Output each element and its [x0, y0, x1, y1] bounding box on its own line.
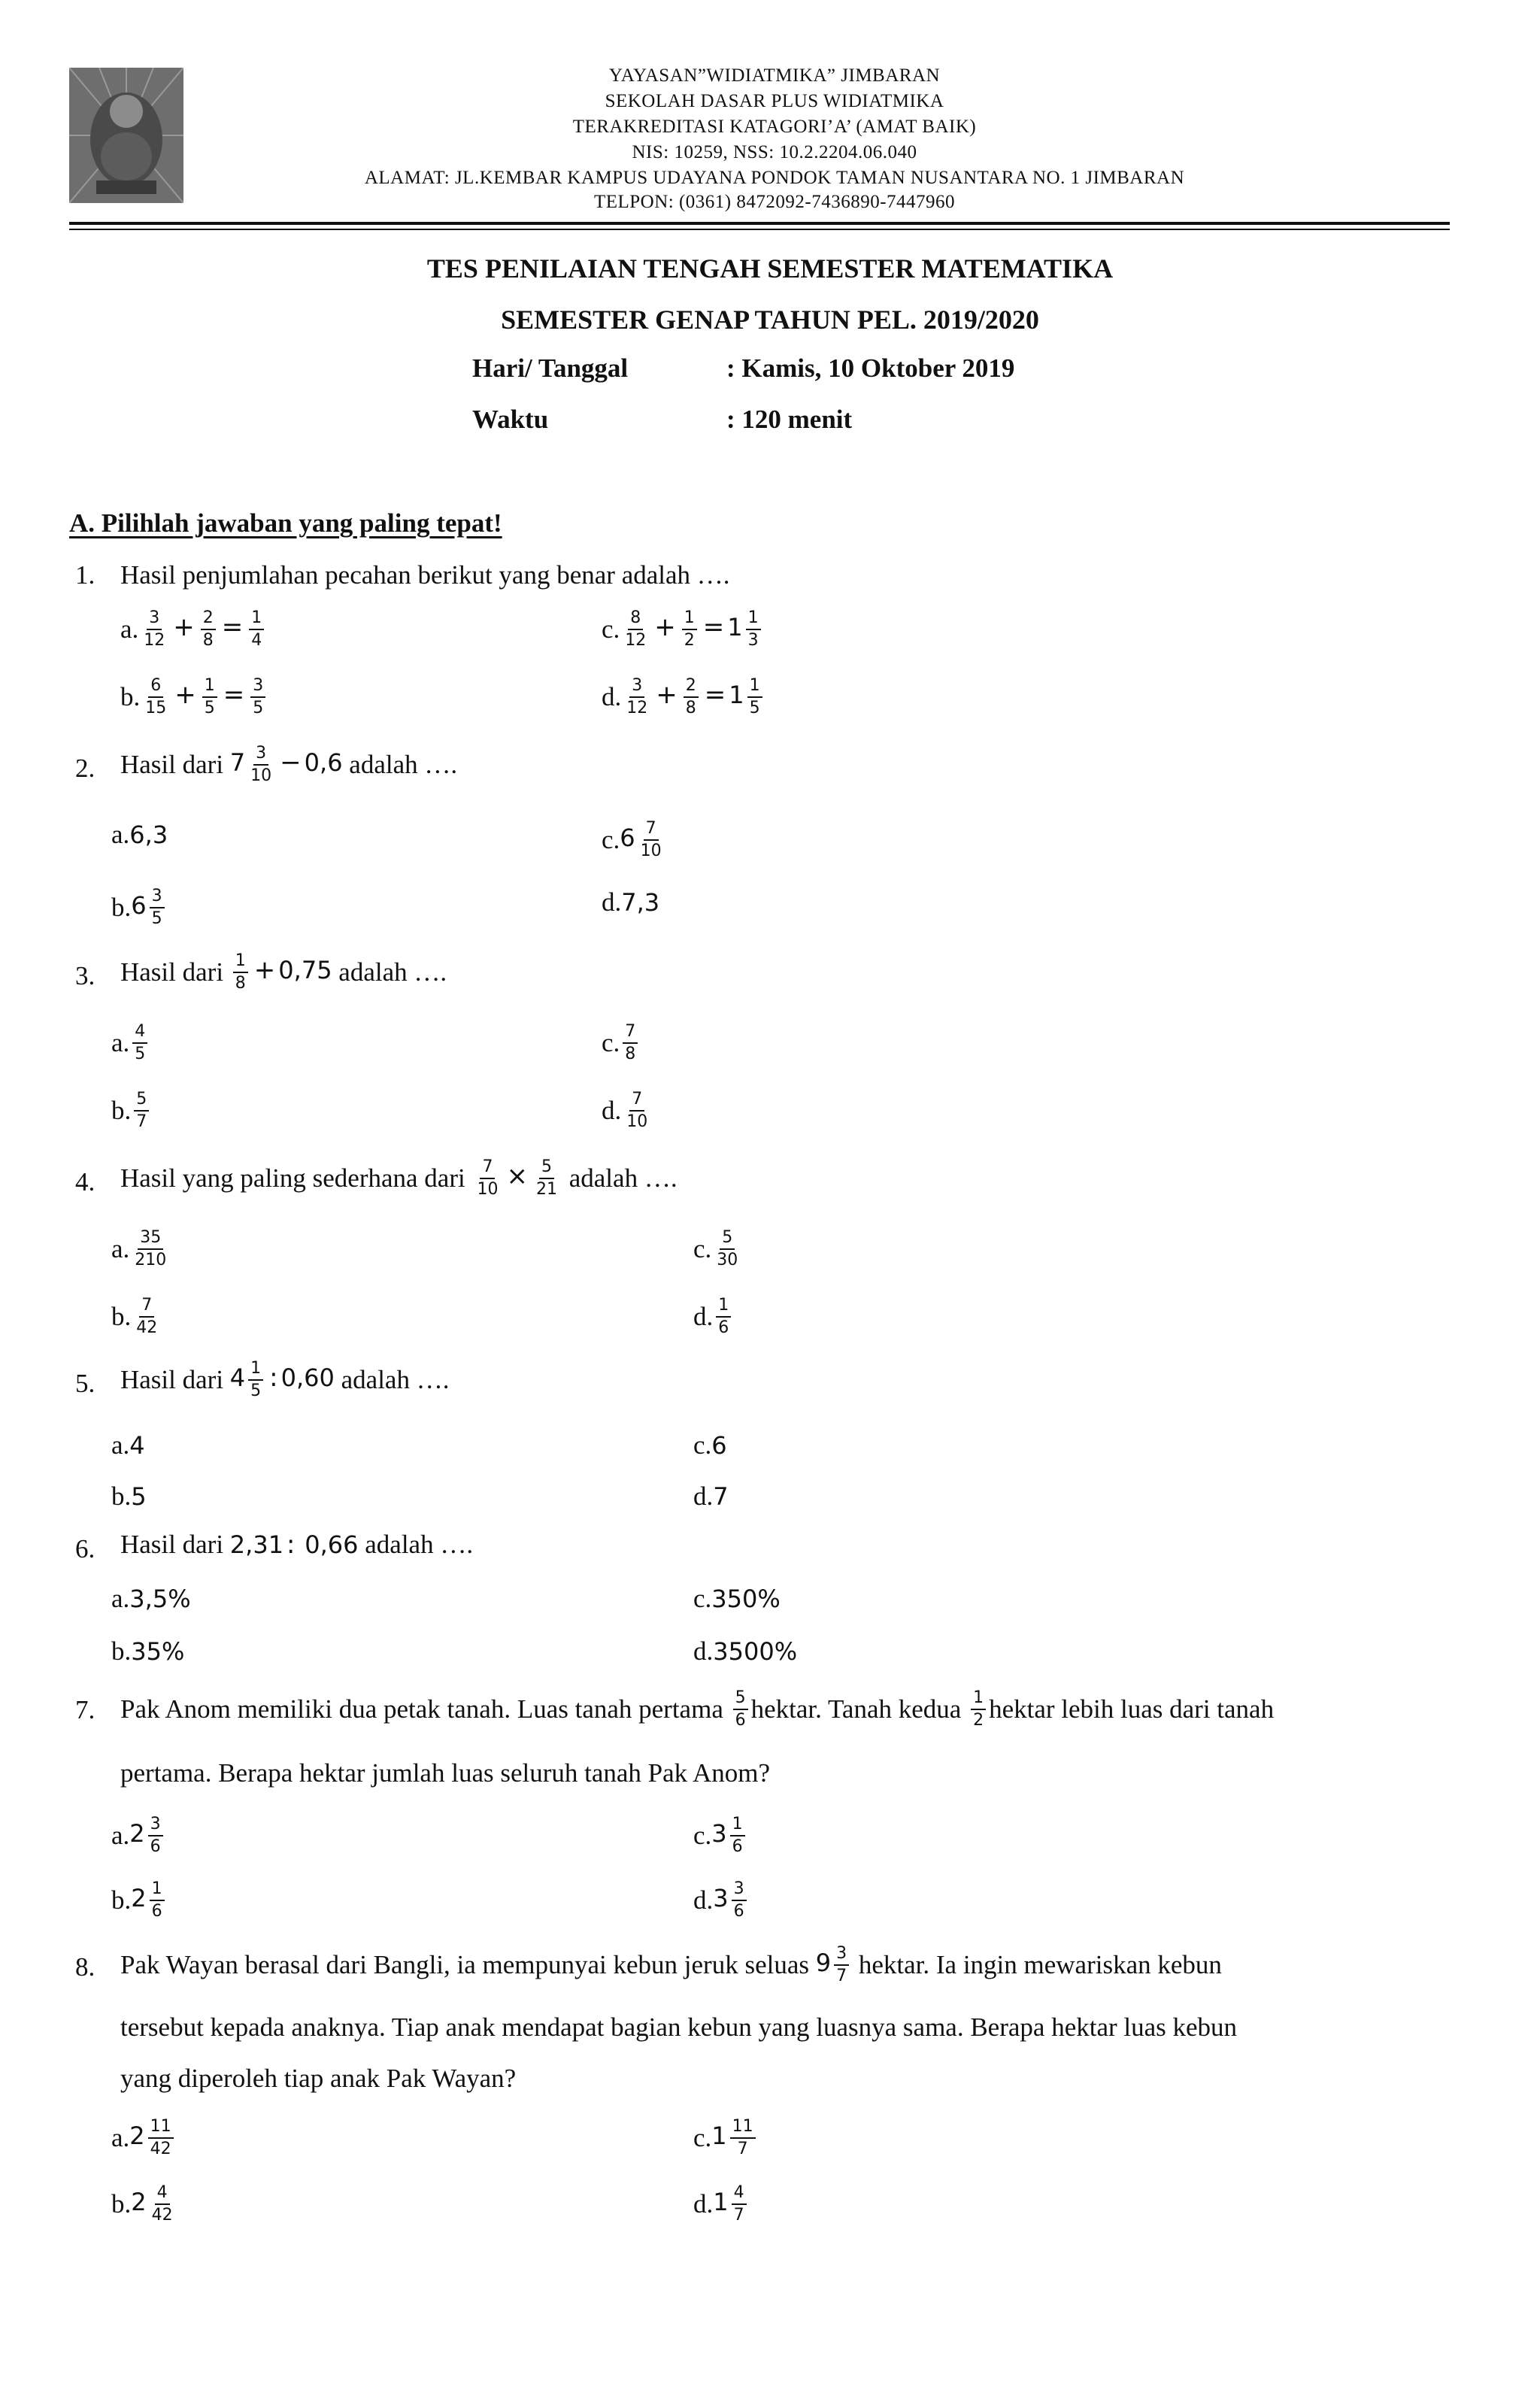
math-number: 7,3: [621, 888, 660, 917]
question-expression: [730, 1689, 751, 1730]
option-expression: [131, 1482, 146, 1512]
fraction: $\frac{3}{6}$: [148, 1815, 163, 1856]
option-expression: [129, 2118, 176, 2158]
math-number: 6,3: [129, 820, 168, 849]
fraction: $\frac{5}{21}$: [535, 1157, 557, 1199]
math-number: 3,5: [129, 1585, 168, 1613]
math-operator: =: [221, 612, 244, 643]
option-label: d.: [693, 1885, 714, 1915]
fraction: $\frac{1}{4}$: [249, 609, 264, 650]
option-label: d.: [693, 1636, 714, 1666]
math-number: 35%: [131, 1637, 185, 1666]
question-text-part: Hasil dari: [120, 957, 224, 987]
day-value: : Kamis, 10 Oktober 2019: [726, 353, 1015, 383]
option-expression: [131, 1297, 162, 1337]
option-expression: [621, 677, 765, 717]
question-text: [120, 952, 447, 993]
fraction: $\frac{7}{10}$: [626, 1090, 648, 1131]
math-number: 1: [727, 613, 743, 642]
option-expression: [711, 1229, 743, 1269]
fraction: $\frac{1}{6}$: [730, 1815, 745, 1856]
exam-title: TES PENILAIAN TENGAH SEMESTER MATEMATIKA: [426, 253, 1114, 284]
option-4b[interactable]: [111, 1297, 162, 1337]
math-operator: :: [269, 1363, 278, 1394]
option-label: b.: [111, 2189, 132, 2219]
question-expression: [230, 745, 343, 785]
question-number: 8.: [75, 1952, 95, 1982]
option-7c[interactable]: [693, 1815, 748, 1856]
math-number: %: [168, 1585, 191, 1613]
option-label: b.: [111, 893, 132, 922]
option-5c[interactable]: [693, 1430, 727, 1460]
fraction: $\frac{3}{7}$: [834, 1945, 849, 1985]
option-label: b.: [111, 1096, 132, 1125]
question-text-part: adalah ….: [341, 1365, 450, 1394]
math-number: 3: [711, 1819, 727, 1849]
question-text-part: Hasil yang paling sederhana dari: [120, 1163, 465, 1193]
option-6c[interactable]: [693, 1584, 781, 1614]
fraction: $\frac{1}{5}$: [747, 677, 762, 717]
math-number: %: [757, 1585, 781, 1613]
math-number: 1: [713, 2188, 729, 2217]
option-label: a.: [111, 1430, 130, 1460]
option-expression: [621, 1090, 653, 1131]
question-expression: [471, 1158, 562, 1199]
question-text-line1: [120, 1945, 1222, 1985]
option-expression: [620, 820, 666, 860]
option-label: b.: [111, 1636, 132, 1666]
fraction: $\frac{8}{12}$: [625, 608, 647, 650]
option-8c[interactable]: [693, 2118, 759, 2158]
math-number: 3: [713, 1884, 729, 1913]
option-label: c.: [693, 1430, 712, 1460]
option-expression: [711, 1815, 747, 1856]
option-expression: [711, 1430, 726, 1460]
question-text-line2: pertama. Berapa hektar jumlah luas seluruh tanah Pak Anom?: [120, 1758, 771, 1788]
math-operator: =: [702, 612, 725, 643]
option-expression: [621, 887, 659, 917]
accreditation: TERAKREDITASI KATAGORI’A’ (AMAT BAIK): [572, 117, 977, 137]
option-label: b.: [111, 1885, 132, 1915]
option-6a[interactable]: [111, 1584, 191, 1614]
math-operator: −: [280, 748, 302, 778]
math-operator: =: [223, 680, 245, 711]
option-expression: [131, 2184, 177, 2225]
section-a-instruction: A. Pilihlah jawaban yang paling tepat!: [69, 508, 502, 538]
school-name: SEKOLAH DASAR PLUS WIDIATMIKA: [605, 91, 944, 111]
fraction: $\frac{2}{8}$: [684, 677, 699, 717]
math-number: 2: [131, 1884, 147, 1913]
option-2d[interactable]: [602, 887, 659, 917]
option-expression: [620, 1023, 641, 1063]
question-expression: [816, 1945, 852, 1985]
option-expression: [129, 820, 168, 850]
math-number: 6: [711, 1431, 727, 1460]
math-number: 1: [711, 2122, 727, 2151]
question-text-part: hektar lebih luas dari tanah: [989, 1694, 1275, 1724]
math-number: 7: [229, 748, 246, 778]
option-expression: [131, 1636, 184, 1667]
math-number: 2: [129, 2122, 145, 2151]
fraction: $\frac{5}{7}$: [134, 1090, 149, 1131]
option-expression: [711, 1584, 780, 1614]
question-expression: [230, 1360, 335, 1400]
option-expression: [713, 2184, 749, 2225]
option-2c[interactable]: [602, 820, 667, 860]
option-label: d.: [693, 1302, 714, 1331]
math-operator: +: [654, 612, 676, 643]
question-text-part: adalah ….: [568, 1163, 678, 1193]
fraction: $\frac{7}{42}$: [136, 1296, 158, 1337]
option-2a[interactable]: [111, 820, 168, 850]
fraction: $\frac{11}{42}$: [148, 2118, 174, 2158]
option-expression: [129, 1229, 171, 1269]
day-label: Hari/ Tanggal: [472, 353, 629, 383]
option-expression: [138, 609, 267, 650]
question-number: 4.: [75, 1167, 95, 1196]
question-text: Hasil penjumlahan pecahan berikut yang benar adalah ….: [120, 560, 730, 590]
question-expression: [968, 1689, 989, 1730]
school-logo: [69, 68, 183, 203]
fraction: $\frac{4}{42}$: [151, 2183, 173, 2225]
math-operator: +: [656, 680, 678, 711]
option-3b[interactable]: [111, 1090, 152, 1131]
option-expression: [131, 1090, 152, 1131]
question-text-part: Hasil dari: [120, 1530, 224, 1559]
option-label: d.: [693, 2189, 714, 2219]
option-label: d.: [602, 887, 622, 917]
option-label: c.: [693, 2123, 712, 2152]
option-7b[interactable]: [111, 1880, 168, 1921]
question-expression: [230, 952, 332, 993]
option-label: a.: [111, 1234, 130, 1263]
fraction: $\frac{4}{5}$: [132, 1023, 147, 1063]
option-expression: [140, 677, 268, 717]
question-text-part: adalah ….: [365, 1530, 474, 1559]
math-number: 7: [713, 1482, 729, 1511]
option-8b[interactable]: [111, 2184, 178, 2225]
fraction: $\frac{1}{3}$: [746, 609, 761, 650]
question-text-part: Pak Wayan berasal dari Bangli, ia mempunyai kebun jeruk seluas: [120, 1950, 809, 1979]
question-text-part: Hasil dari: [120, 1365, 224, 1394]
fraction: $\frac{5}{30}$: [717, 1228, 738, 1269]
option-label: c.: [693, 1584, 712, 1613]
option-label: a.: [111, 2123, 130, 2152]
math-number: 1: [729, 681, 744, 710]
math-number: 0,60: [280, 1363, 335, 1393]
question-text: [120, 1530, 473, 1560]
option-4d[interactable]: [693, 1297, 734, 1337]
fraction: $\frac{3}{6}$: [732, 1880, 747, 1921]
fraction: $\frac{7}{10}$: [640, 819, 662, 860]
question-text-part: hektar. Ia ingin mewariskan kebun: [858, 1950, 1222, 1979]
option-label: a.: [111, 820, 130, 849]
math-number: 3500: [713, 1637, 775, 1666]
header-divider-thick: [69, 222, 1450, 225]
option-label: c.: [602, 825, 620, 854]
option-5b[interactable]: [111, 1482, 147, 1512]
option-expression: [713, 1297, 734, 1337]
fraction: $\frac{1}{2}$: [682, 609, 697, 650]
fraction: $\frac{3}{12}$: [144, 608, 165, 650]
question-text-line3: yang diperoleh tiap anak Pak Wayan?: [120, 2064, 517, 2093]
option-4a[interactable]: [111, 1229, 171, 1269]
question-expression: [230, 1530, 359, 1560]
math-number: 2: [131, 2188, 147, 2217]
option-6d[interactable]: [693, 1636, 797, 1667]
option-label: a.: [111, 1584, 130, 1613]
math-operator: +: [174, 680, 196, 711]
option-6b[interactable]: [111, 1636, 184, 1667]
option-3d[interactable]: [602, 1090, 653, 1131]
school-logo-emblem-icon: [69, 68, 183, 203]
option-8a[interactable]: [111, 2118, 177, 2158]
question-number: 3.: [75, 961, 95, 990]
option-expression: [129, 1815, 165, 1856]
option-7a[interactable]: [111, 1815, 166, 1856]
option-label: a.: [120, 614, 139, 644]
question-number: 1.: [75, 560, 95, 590]
option-1b[interactable]: [120, 677, 268, 717]
math-operator: =: [704, 680, 726, 711]
math-number: 6: [620, 823, 635, 853]
question-text-part: Pak Anom memiliki dua petak tanah. Luas tanah pertama: [120, 1694, 723, 1724]
fraction: $\frac{35}{210}$: [135, 1228, 167, 1269]
option-5a[interactable]: [111, 1430, 145, 1460]
option-5d[interactable]: [693, 1482, 729, 1512]
question-text-part: adalah ….: [349, 750, 458, 779]
option-label: c.: [693, 1821, 712, 1850]
fraction: $\frac{4}{7}$: [732, 2184, 747, 2225]
fraction: $\frac{6}{15}$: [145, 676, 167, 717]
option-expression: [129, 1430, 144, 1460]
fraction: $\frac{1}{6}$: [716, 1297, 731, 1337]
school-numbers: NIS: 10259, NSS: 10.2.2204.06.040: [632, 142, 917, 162]
option-label: d.: [602, 682, 622, 711]
option-expression: [129, 1023, 150, 1063]
question-text-line2: tersebut kepada anaknya. Tiap anak mendapat bagian kebun yang luasnya sama. Berapa hektar luas kebun: [120, 2012, 1238, 2042]
time-value: : 120 menit: [726, 405, 853, 434]
math-number: %: [774, 1637, 798, 1666]
math-number: 9: [815, 1949, 832, 1978]
math-number: 0,6: [304, 748, 343, 778]
fraction: $\frac{3}{10}$: [250, 744, 272, 785]
question-text: [120, 1360, 449, 1400]
math-number: 6: [131, 891, 147, 921]
question-number: 5.: [75, 1369, 95, 1398]
option-1c[interactable]: [602, 609, 764, 650]
fraction: $\frac{11}{7}$: [730, 2118, 756, 2158]
fraction: $\frac{1}{2}$: [971, 1689, 986, 1730]
fraction: $\frac{5}{6}$: [733, 1689, 748, 1730]
foundation-name: YAYASAN”WIDIATMIKA” JIMBARAN: [608, 65, 941, 86]
question-text: [120, 745, 457, 785]
question-text-part: hektar. Tanah kedua: [750, 1694, 962, 1724]
option-3c[interactable]: [602, 1023, 641, 1063]
header-divider-thin: [69, 229, 1450, 230]
option-expression: [131, 887, 167, 928]
math-number: 0,66: [305, 1530, 359, 1559]
option-label: d.: [602, 1096, 622, 1125]
fraction: $\frac{3}{12}$: [626, 676, 648, 717]
option-expression: [131, 1880, 167, 1921]
option-label: a.: [111, 1028, 130, 1057]
option-label: c.: [693, 1234, 712, 1263]
math-number: 350: [711, 1585, 758, 1613]
option-4c[interactable]: [693, 1229, 743, 1269]
option-2b[interactable]: [111, 887, 168, 928]
math-operator: +: [173, 612, 195, 643]
math-operator: +: [253, 955, 276, 986]
fraction: $\frac{1}{5}$: [202, 677, 217, 717]
fraction: $\frac{7}{10}$: [477, 1157, 499, 1199]
option-label: b.: [111, 1482, 132, 1511]
math-operator: ×: [506, 1161, 528, 1192]
question-text-line1: [120, 1689, 1274, 1730]
option-label: b.: [120, 682, 141, 711]
fraction: $\frac{1}{6}$: [150, 1880, 165, 1921]
question-number: 6.: [75, 1534, 95, 1563]
option-expression: [713, 1880, 749, 1921]
option-label: a.: [111, 1821, 130, 1850]
question-text: [120, 1158, 678, 1199]
math-number: 2,31: [229, 1530, 284, 1559]
fraction: $\frac{2}{8}$: [201, 609, 216, 650]
fraction: $\frac{3}{5}$: [150, 887, 165, 928]
question-text-part: adalah ….: [338, 957, 447, 987]
option-3a[interactable]: [111, 1023, 150, 1063]
math-number: 0,75: [278, 956, 332, 985]
option-label: c.: [602, 1028, 620, 1057]
fraction: $\frac{1}{5}$: [248, 1360, 263, 1400]
option-label: c.: [602, 614, 620, 644]
fraction: $\frac{3}{5}$: [250, 677, 265, 717]
fraction: $\frac{1}{8}$: [233, 952, 248, 993]
school-address: ALAMAT: JL.KEMBAR KAMPUS UDAYANA PONDOK TAMAN NUSANTARA NO. 1 JIMBARAN: [364, 168, 1185, 188]
question-number: 7.: [75, 1695, 95, 1724]
question-number: 2.: [75, 754, 95, 783]
option-7d[interactable]: [693, 1880, 750, 1921]
option-expression: [129, 1584, 190, 1614]
option-expression: [713, 1636, 797, 1667]
math-number: 4: [129, 1431, 145, 1460]
option-label: d.: [693, 1482, 714, 1511]
question-text-part: Hasil dari: [120, 750, 224, 779]
option-1a[interactable]: [120, 609, 267, 650]
math-operator: :: [286, 1530, 296, 1560]
math-number: 2: [129, 1819, 145, 1849]
fraction: $\frac{7}{8}$: [623, 1023, 638, 1063]
option-expression: [711, 2118, 758, 2158]
exam-semester: SEMESTER GENAP TAHUN PEL. 2019/2020: [501, 305, 1039, 335]
option-expression: [713, 1482, 728, 1512]
time-label: Waktu: [472, 405, 549, 434]
option-expression: [620, 609, 763, 650]
option-1d[interactable]: [602, 677, 765, 717]
math-number: 5: [131, 1482, 147, 1511]
math-number: 4: [229, 1363, 246, 1393]
school-phone: TELPON: (0361) 8472092-7436890-7447960: [593, 192, 956, 212]
option-8d[interactable]: [693, 2184, 750, 2225]
option-label: b.: [111, 1302, 132, 1331]
